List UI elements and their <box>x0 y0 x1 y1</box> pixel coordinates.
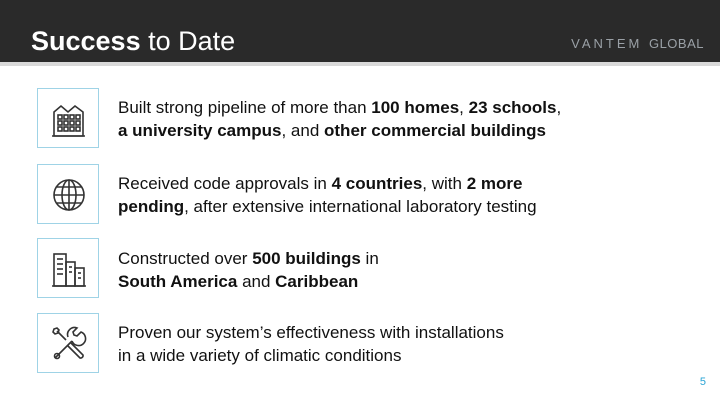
highlight-text: pending <box>118 197 185 216</box>
achievement-text <box>118 96 598 142</box>
page-number: 5 <box>699 376 706 388</box>
city-icon <box>37 238 99 298</box>
slide-title-bold: Success <box>31 26 141 56</box>
highlight-text: Caribbean <box>275 272 359 291</box>
highlight-text: 2 more <box>466 174 523 193</box>
highlight-text: 23 schools <box>468 98 557 117</box>
logo-name: VANTEM <box>571 36 643 51</box>
highlight-text: a university campus <box>118 121 282 140</box>
body-text: Built strong pipeline of more than <box>118 98 372 117</box>
highlight-text: 4 countries <box>331 174 423 193</box>
achievement-text <box>118 247 598 293</box>
globe-icon <box>37 164 99 224</box>
body-text: Constructed over <box>118 249 253 268</box>
body-text: , and <box>281 121 325 140</box>
logo-suffix: GLOBAL <box>648 36 704 51</box>
body-text: in a wide variety of climatic conditions <box>118 346 402 365</box>
header-bar <box>0 0 720 62</box>
slide-title <box>31 24 235 58</box>
body-text: , after extensive international laboratory testing <box>184 197 537 216</box>
slide-title-rest: to Date <box>140 26 236 56</box>
body-text: and <box>237 272 276 291</box>
body-text: Received code approvals in <box>118 174 332 193</box>
highlight-text: South America <box>118 272 238 291</box>
highlight-text: 100 homes <box>371 98 460 117</box>
body-text: , with <box>422 174 467 193</box>
body-text: Proven our system’s effectiveness with installations <box>118 323 504 342</box>
header-divider <box>0 62 720 66</box>
achievement-text <box>118 172 598 218</box>
achievement-text <box>118 321 598 367</box>
highlight-text: 500 buildings <box>252 249 361 268</box>
building-icon <box>37 88 99 148</box>
body-text: , <box>459 98 469 117</box>
body-text: in <box>360 249 379 268</box>
tools-icon <box>37 313 99 373</box>
body-text: , <box>556 98 562 117</box>
company-logo <box>571 36 704 52</box>
highlight-text: other commercial buildings <box>324 121 547 140</box>
